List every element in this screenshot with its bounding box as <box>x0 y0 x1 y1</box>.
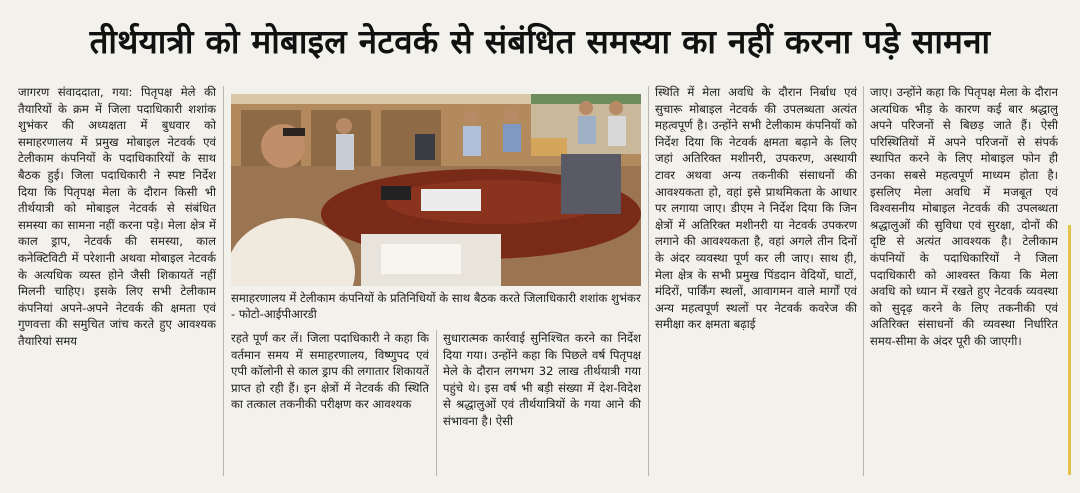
column-rule <box>648 86 649 476</box>
article-text-col1: जागरण संवाददाता, गया: पितृपक्ष मेले की तैयारियों के क्रम में जिला पदाधिकारी शशांक शुभंकर की अध्यक्षता में बुधवार को समाहरणालय में प्रमुख मोबाइल नेटवर्क एवं टेलीकाम कंपनियों के पदाधिकारियों के साथ बैठक हुई। जिला पदाधिकारी ने स्पष्ट निर्देश दिया कि पितृपक्ष मेला के दौरान किसी भी तीर्थयात्री को मोबाइल नेटवर्क से संबंधित समस्या का सामना नहीं करना पड़े। मेला क्षेत्र में काल ड्राप, नेटवर्क की समस्या, काल कनेक्टिविटी में परेशानी अथवा मोबाइल नेटवर्क के अत्यधिक व्यस्त होने जैसी शिकायतें नहीं मिलनी चाहिए। इसके लिए सभी टेलीकाम कंपनियां अपने-अपने नेटवर्क की क्षमता एवं गुणवत्ता की समुचित जांच करते हुए आवश्यक तैयारियां समय <box>18 85 216 348</box>
article-column-4 <box>655 84 857 479</box>
photo-illustration <box>231 94 641 286</box>
meeting-photo <box>231 94 641 286</box>
page-edge-bar <box>1068 225 1071 475</box>
article-text-col4: स्थिति में मेला अवधि के दौरान निर्बाध एवं सुचारू मोबाइल नेटवर्क की उपलब्धता अत्यंत महत्वपूर्ण है। उन्होंने सभी टेलीकाम कंपनियों को निर्देश दिया कि नेटवर्क क्षमता बढ़ाने के लिए जहां अतिरिक्त मशीनरी, उपकरण, अस्थायी टावर अथवा अन्य तकनीकी संसाधनों की आवश्यकता हो, वहां इसे प्राथमिकता के आधार पर लगाया जाए। डीएम ने निर्देश दिया कि जिन क्षेत्रों में अतिरिक्त मशीनरी या नेटवर्क उपकरण लगाने की आवश्यकता है, वहां अगले तीन दिनों के अंदर व्यवस्था पूर्ण कर ली जाए। साथ ही, मेला क्षेत्र के सभी प्रमुख पिंडदान वेदियों, घाटों, मंदिरों, पार्किंग स्थलों, आवागमन वाले मार्गों एवं अन्य महत्वपूर्ण स्थलों पर नेटवर्क कवरेज की समीक्षा कर क्षमता बढ़ाई <box>655 85 857 332</box>
article-column-1 <box>18 84 216 479</box>
headline: तीर्थयात्री को मोबाइल नेटवर्क से संबंधित समस्या का नहीं करना पड़े सामना <box>89 21 991 61</box>
article-text-col3: सुधारात्मक कार्रवाई सुनिश्चित करने का निर्देश दिया गया। उन्होंने कहा कि पिछले वर्ष पितृपक्ष मेले के दौरान लगभग 32 लाख तीर्थयात्री गया पहुंचे थे। इस वर्ष भी बड़ी संख्या में देश-विदेश से श्रद्धालुओं एवं तीर्थयात्रियों के गया आने की संभावना है। ऐसी <box>443 331 641 428</box>
article-text-col5: जाए। उन्होंने कहा कि पितृपक्ष मेला के दौरान अत्यधिक भीड़ के कारण कई बार श्रद्धालु अपने परिजनों से बिछड़ जाते हैं। ऐसी परिस्थितियों में अपने परिजनों से संपर्क स्थापित करने के लिए मोबाइल फोन ही उनका सबसे महत्वपूर्ण माध्यम होता है। इसलिए मेला अवधि में मजबूत एवं विश्वसनीय मोबाइल नेटवर्क की उपलब्धता श्रद्धालुओं की सुविधा एवं सुरक्षा, दोनों की दृष्टि से अत्यंत आवश्यक है। टेलीकाम कंपनियों के पदाधिकारियों ने जिला पदाधिकारी को आश्वस्त किया कि मेला अवधि को ध्यान में रखते हुए नेटवर्क व्यवस्था को सुदृढ़ करने के लिए तकनीकी एवं अतिरिक्त संसाधनों की व्यवस्था निर्धारित समय-सीमा के अंदर पूरी की जाएगी। <box>870 85 1058 348</box>
article-column-3 <box>443 330 641 475</box>
article-column-5 <box>870 84 1058 479</box>
article-column-2 <box>231 330 429 475</box>
article-text-col2: रहते पूर्ण कर लें। जिला पदाधिकारी ने कहा कि वर्तमान समय में समाहरणालय, विष्णुपद एवं एपी कॉलोनी से काल ड्राप की लगातार शिकायतें प्राप्त हो रही हैं। इन क्षेत्रों में नेटवर्क की स्थिति का तत्काल तकनीकी परीक्षण कर आवश्यक <box>231 331 429 412</box>
column-rule <box>436 330 437 476</box>
column-rule <box>223 86 224 476</box>
column-rule <box>863 86 864 476</box>
photo-caption: समाहरणालय में टेलीकाम कंपनियों के प्रतिनिधियों के साथ बैठक करते जिलाधिकारी शशांक शुभंकर - फोटो-आईपीआरडी <box>231 291 641 322</box>
